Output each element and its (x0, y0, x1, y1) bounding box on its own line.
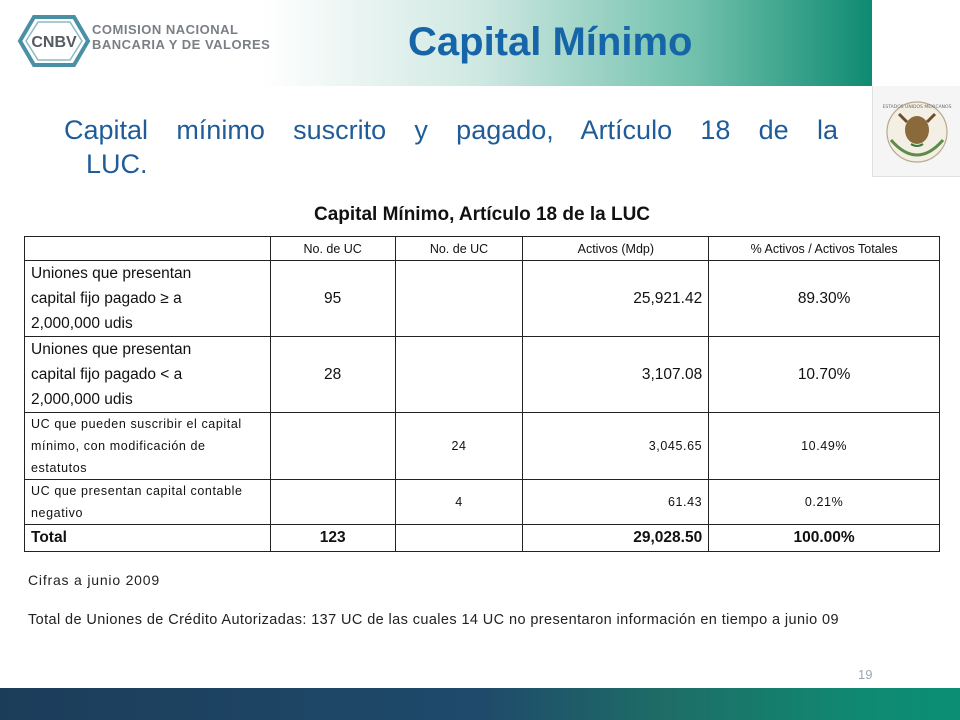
seal-caption: ESTADOS UNIDOS MEXICANOS (882, 105, 952, 110)
table-row (25, 413, 940, 480)
cifras-note: Cifras a junio 2009 (28, 572, 160, 588)
table-row (25, 337, 940, 413)
activos-cell: 3,107.08 (523, 337, 709, 413)
total-uc-cell (395, 525, 523, 552)
row-label-line: capital fijo pagado < a (31, 366, 183, 383)
table-title: Capital Mínimo, Artículo 18 de la LUC (313, 204, 651, 225)
page-title: Capital Mínimo (408, 20, 693, 64)
uc-count-cell (395, 337, 523, 413)
logo-abbr: CNBV (31, 34, 77, 51)
subtitle-line2: LUC. (86, 149, 148, 179)
subtitle-line1: Capital mínimo suscrito y pagado, Artículo 18 de la (64, 115, 838, 145)
header-cell: Activos (Mdp) (523, 237, 709, 261)
logo-wordmark (92, 22, 270, 52)
row-label (25, 261, 271, 337)
activos-cell: 3,045.65 (523, 413, 709, 480)
pct-cell: 0.21% (709, 480, 940, 525)
table-total-row (25, 525, 940, 552)
uc-count-cell: 24 (395, 413, 523, 480)
mexico-seal-icon (873, 86, 960, 176)
row-label (25, 480, 271, 525)
slide-header (0, 0, 872, 86)
uc-count-cell: 28 (270, 337, 395, 413)
total-label: Total (25, 525, 271, 552)
pct-cell: 89.30% (709, 261, 940, 337)
uc-count-cell: 4 (395, 480, 523, 525)
total-uniones-note: Total de Uniones de Crédito Autorizadas: 137 UC de las cuales 14 UC no presentaron información en tiempo a junio 09 (28, 612, 839, 628)
row-label-line: UC que pueden suscribir el capital (31, 417, 242, 431)
total-pct-cell: 100.00% (709, 525, 940, 552)
row-label-line: 2,000,000 udis (31, 315, 133, 332)
uc-count-cell (395, 261, 523, 337)
uc-count-cell (270, 480, 395, 525)
header-cell (25, 237, 271, 261)
pct-cell: 10.70% (709, 337, 940, 413)
mexico-seal-panel (872, 86, 960, 177)
row-label (25, 337, 271, 413)
row-label-line: mínimo, con modificación de (31, 439, 206, 453)
page-number: 19 (858, 667, 873, 682)
row-label-line: Uniones que presentan (31, 265, 192, 282)
activos-cell: 61.43 (523, 480, 709, 525)
uc-count-cell: 95 (270, 261, 395, 337)
uc-count-cell (270, 413, 395, 480)
pct-cell: 10.49% (709, 413, 940, 480)
header-cell: No. de UC (270, 237, 395, 261)
table-row (25, 480, 940, 525)
total-uc-cell: 123 (270, 525, 395, 552)
row-label-line: estatutos (31, 461, 88, 475)
header-cell: % Activos / Activos Totales (709, 237, 940, 261)
logo-line2: BANCARIA Y DE VALORES (92, 37, 271, 52)
total-activos-cell: 29,028.50 (523, 525, 709, 552)
row-label (25, 413, 271, 480)
row-label-line: capital fijo pagado ≥ a (31, 290, 182, 307)
row-label-line: negativo (31, 506, 84, 520)
row-label-line: Uniones que presentan (31, 341, 192, 358)
capital-table (24, 236, 940, 552)
row-label-line: 2,000,000 udis (31, 391, 133, 408)
row-label-line: UC que presentan capital contable (31, 484, 243, 498)
header-cell: No. de UC (395, 237, 523, 261)
table-row (25, 261, 940, 337)
activos-cell: 25,921.42 (523, 261, 709, 337)
logo-line1: COMISION NACIONAL (92, 22, 239, 37)
footer-bar (0, 688, 960, 720)
table-header-row (25, 237, 940, 261)
